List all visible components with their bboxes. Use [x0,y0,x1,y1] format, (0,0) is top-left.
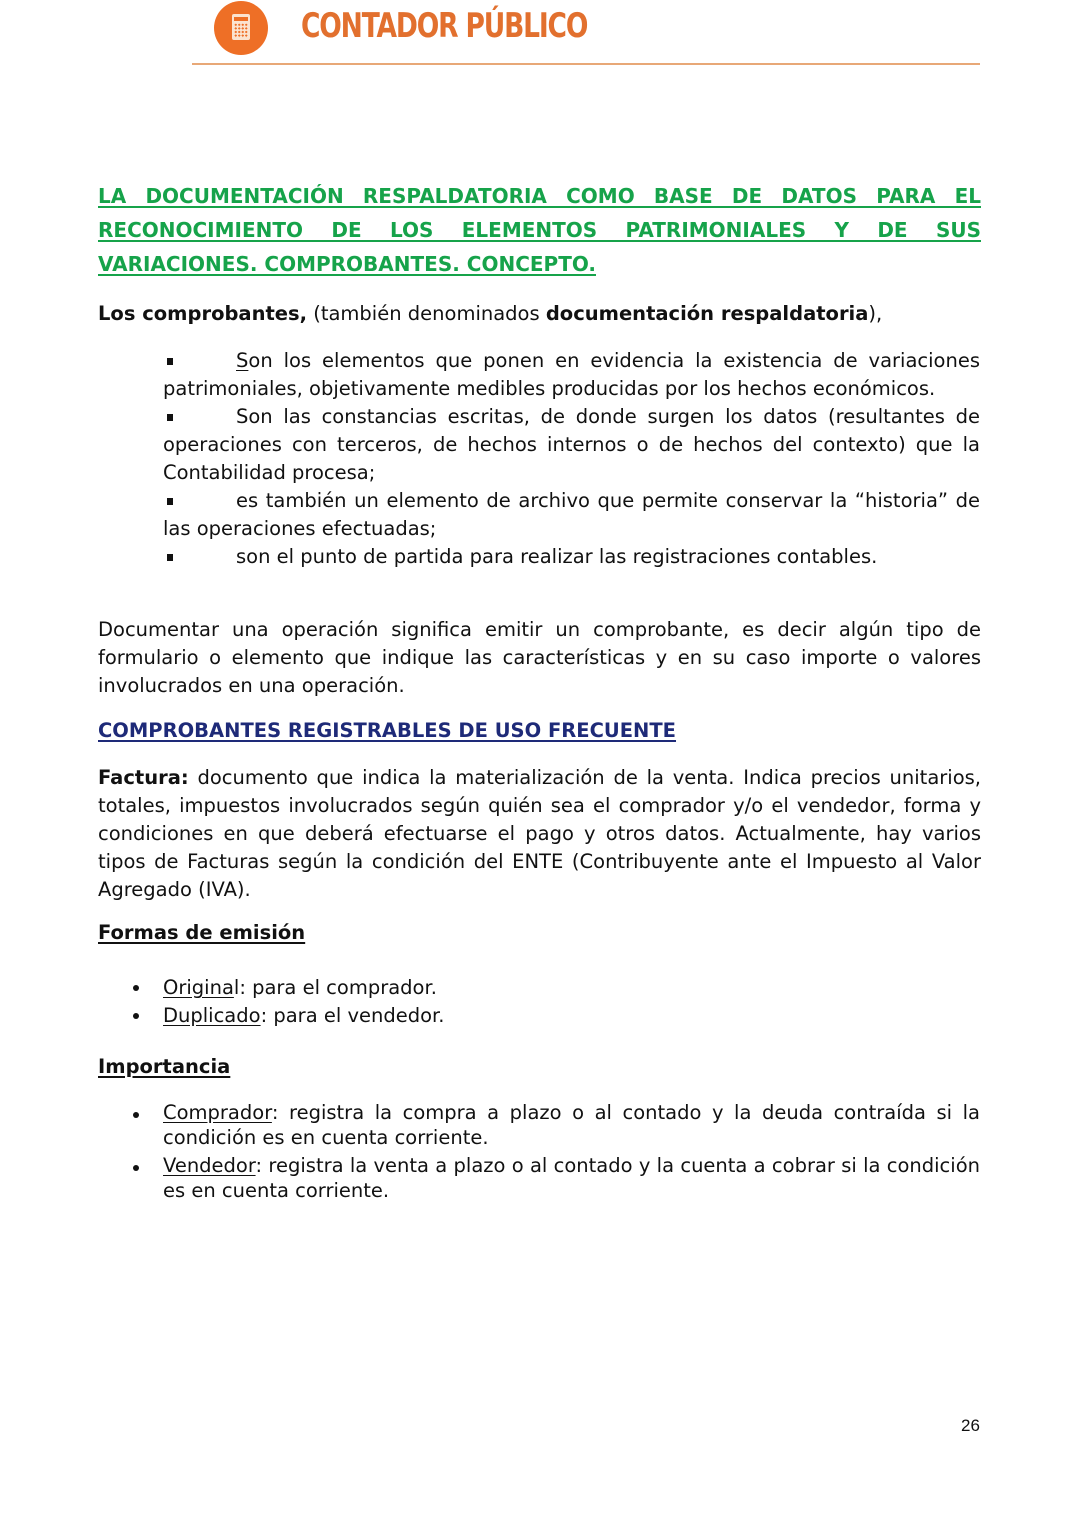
list-item: Original: para el comprador. [163,974,980,1002]
brand-title: CONTADOR PÚBLICO [301,6,588,46]
logo-badge [214,1,268,55]
list-item: Comprador: registra la compra a plazo o al contado y la deuda contraída si la condición es en cuenta corriente. [163,1101,980,1149]
list-item: Vendedor: registra la venta a plazo o al contado y la cuenta a cobrar si la condición es en cuenta corriente. [163,1154,980,1202]
list-item: es también un elemento de archivo que permite conservar la “historia” de las operaciones efectuadas; [163,487,980,543]
list-item: Son las constancias escritas, de donde surgen los datos (resultantes de operaciones con terceros, de hechos internos o de hechos del contexto) que la Contabilidad procesa; [163,403,980,487]
intro-bold-term: Los comprobantes, [98,302,308,325]
page-number: 26 [961,1416,980,1435]
intro-sentence: Los comprobantes, (también denominados documentación respaldatoria), [98,302,883,325]
formas-list [163,974,980,1030]
intro-bold-term-2: documentación respaldatoria [545,302,869,325]
factura-label: Factura: [98,766,189,789]
calculator-icon [232,14,250,40]
importancia-list [163,1101,980,1207]
document-title: LA DOCUMENTACIÓN RESPALDATORIA COMO BASE DE DATOS PARA EL RECONOCIMIENTO DE LOS ELEMENTOS PATRIMONIALES Y DE SUS VARIACIONES. COMPROBANTES. CONCEPTO. [98,184,981,276]
formas-heading: Formas de emisión [98,921,306,944]
importancia-heading: Importancia [98,1055,231,1078]
list-item: Son los elementos que ponen en evidencia la existencia de variaciones patrimoniales, objetivamente medibles producidas por los hechos económicos. [163,347,980,403]
comprobantes-list [163,347,980,571]
factura-definition: Factura: documento que indica la materialización de la venta. Indica precios unitarios, totales, impuestos involucrados según quién sea el comprador y/o el vendedor, forma y condiciones en que deberá efectuarse el pago y otros datos. Actualmente, hay varios tipos de Facturas según la condición del ENTE (Contribuyente ante el Impuesto al Valor Agregado (IVA). [98,766,981,901]
page-header [192,0,980,66]
body-paragraph: Documentar una operación significa emitir un comprobante, es decir algún tipo de formulario o elemento que indique las características y en su caso importe o valores involucrados en una operación. [98,618,981,697]
list-item: son el punto de partida para realizar las registraciones contables. [163,543,980,571]
section-heading: COMPROBANTES REGISTRABLES DE USO FRECUENTE [98,719,677,742]
list-item: Duplicado: para el vendedor. [163,1002,980,1030]
header-divider [192,63,980,65]
